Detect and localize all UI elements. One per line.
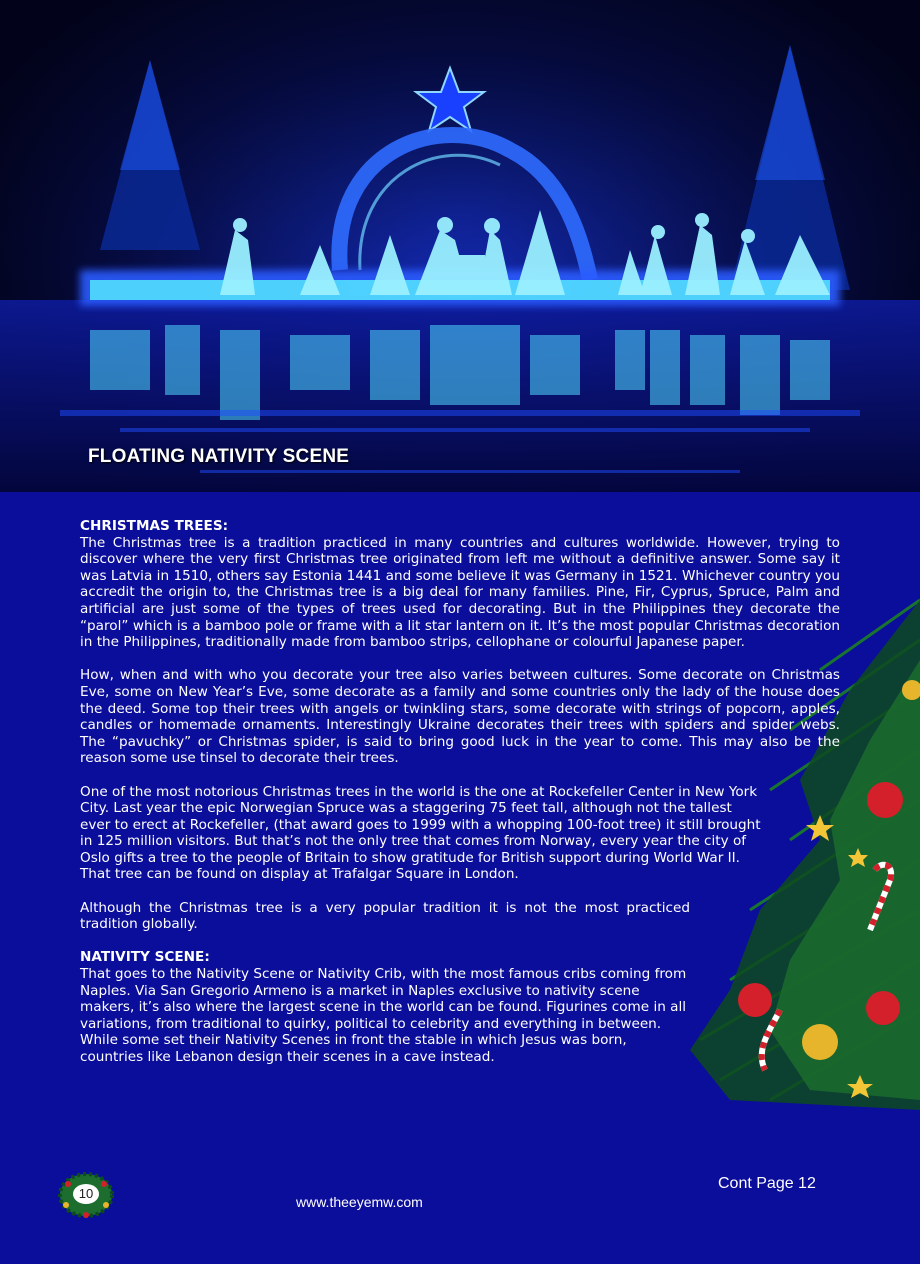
continued-label: Cont Page 12 (718, 1175, 816, 1192)
paragraph: One of the most notorious Christmas trees in the world is the one at Rockefeller Center in New York City. Last year the epic Norwegian Spruce was a staggering 75 feet tall, although not the tallest ever to erect at Rockefeller, (that award goes to 1999 with a whopping 100-foot tree) it still brought in 125 million visitors. But that’s not the only tree that comes from Norway, every year the city of Oslo gifts a tree to the people of Britain to show gratitude for British support during World War II. That tree can be found on display at Trafalgar Square in London. (80, 783, 761, 883)
hero-photo (0, 0, 920, 492)
paragraph: The Christmas tree is a tradition practiced in many countries and cultures worldwide. However, trying to discover where the very first Christmas tree originated from left me without a definitive answer. Some say it was Latvia in 1510, others say Estonia 1441 and some believe it was Germany in 1521. Whichever country you accredit the origin to, the Christmas tree is a big deal for many families. Pine, Fir, Cyprus, Spruce, Palm and artificial are just some of the types of trees used for decorating. But in the Philippines they decorate the “parol” which is a bamboo pole or frame with a lit star lantern on it. It’s the most popular Christmas decoration in the Philippines, traditionally made from bamboo strips, cellophane or colourful Japanese paper. (80, 534, 840, 651)
page-number: 10 (73, 1184, 99, 1204)
paragraph: Although the Christmas tree is a very popular tradition it is not the most practiced tradition globally. (80, 899, 690, 933)
article-body (80, 518, 840, 1082)
hero-caption: FLOATING NATIVITY SCENE (88, 446, 350, 467)
paragraph: How, when and with who you decorate your tree also varies between cultures. Some decorate on Christmas Eve, some on New Year’s Eve, some decorate as a family and some countries only the lady of the house does the deed. Some top their trees with angels or twinkling stars, some decorate with strings of popcorn, apples, candles or homemade ornaments. Interestingly Ukraine decorates their trees with spiders and spider webs. The “pavuchky” or Christmas spider, is said to bring good luck in the year to come. This may also be the reason some use tinsel to decorate their trees. (80, 667, 840, 767)
section-heading-christmas-trees: CHRISTMAS TREES: (80, 518, 229, 534)
website-link[interactable]: www.theeyemw.com (296, 1194, 423, 1210)
floating-nativity-illustration (0, 0, 920, 492)
paragraph: That goes to the Nativity Scene or Nativity Crib, with the most famous cribs coming from Naples. Via San Gregorio Armeno is a market in Naples exclusive to nativity scene makers, it’s also where the largest scene in the world can be found. Figurines come in all variations, from traditional to quirky, political to celebrity and everything in between. While some set their Nativity Scenes in front the stable in which Jesus was born, countries like Lebanon design their scenes in a cave instead. (80, 966, 687, 1065)
section-heading-nativity-scene: NATIVITY SCENE: (80, 949, 210, 966)
